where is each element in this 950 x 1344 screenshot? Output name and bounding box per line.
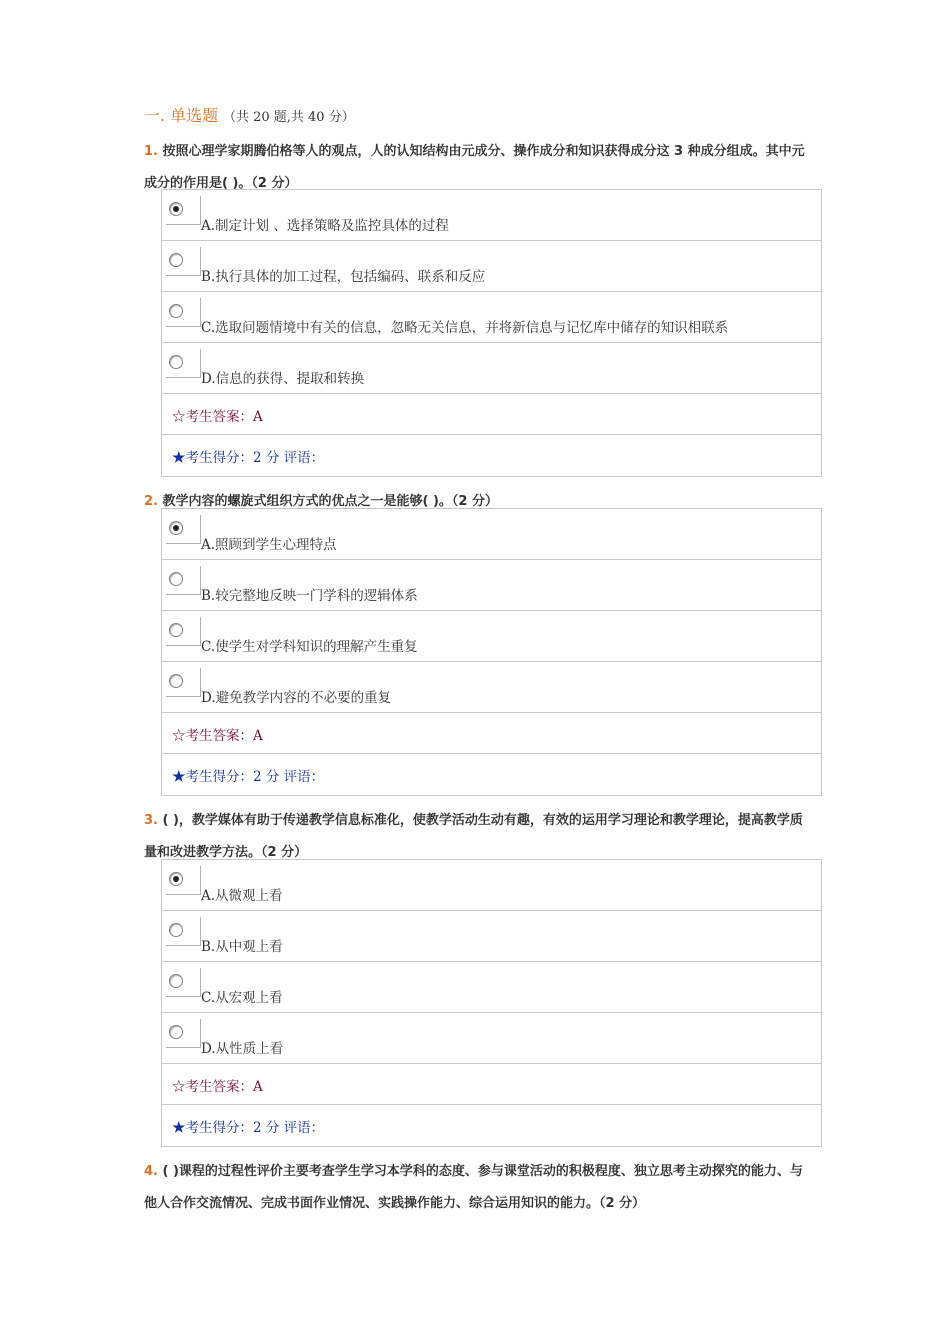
question-2-options bbox=[161, 508, 822, 796]
option-label: B.从中观上看 bbox=[201, 939, 283, 955]
radio-icon[interactable] bbox=[169, 355, 183, 369]
option-d[interactable] bbox=[162, 1013, 821, 1064]
radio-icon[interactable] bbox=[169, 974, 183, 988]
option-b[interactable] bbox=[162, 560, 821, 611]
radio-icon[interactable] bbox=[169, 923, 183, 937]
option-label: A.制定计划 、选择策略及监控具体的过程 bbox=[201, 218, 449, 234]
student-score: ★考生得分：2 分 评语： bbox=[172, 450, 325, 466]
radio-icon[interactable] bbox=[169, 304, 183, 318]
question-number: 2. bbox=[144, 494, 158, 509]
radio-icon[interactable] bbox=[169, 623, 183, 637]
option-c[interactable] bbox=[162, 611, 821, 662]
option-label: D.从性质上看 bbox=[201, 1041, 284, 1057]
option-b[interactable] bbox=[162, 911, 821, 962]
section-title: 一. 单选题 bbox=[144, 106, 219, 125]
option-b[interactable] bbox=[162, 241, 821, 292]
student-answer: ☆考生答案：A bbox=[162, 713, 821, 754]
student-answer: ☆考生答案：A bbox=[162, 394, 821, 435]
option-label: B.执行具体的加工过程，包括编码、联系和反应 bbox=[201, 269, 486, 285]
radio-checked-icon[interactable] bbox=[169, 872, 183, 886]
option-a[interactable] bbox=[162, 509, 821, 560]
option-d[interactable] bbox=[162, 343, 821, 394]
section-summary: （共 20 题,共 40 分） bbox=[222, 110, 355, 125]
option-c[interactable] bbox=[162, 962, 821, 1013]
question-3-options bbox=[161, 859, 822, 1147]
student-answer: ☆考生答案：A bbox=[162, 1064, 821, 1105]
question-stem: ( )课程的过程性评价主要考查学生学习本学科的态度、参与课堂活动的积极程度、独立思考主动探究的能力、与他人合作交流情况、完成书面作业情况、实践操作能力、综合运用知识的能力。（2 分） bbox=[144, 1164, 803, 1211]
question-stem: ( )，教学媒体有助于传递教学信息标准化，使教学活动生动有趣，有效的运用学习理论和教学理论，提高教学质量和改进教学方法。（2 分） bbox=[144, 813, 803, 860]
radio-icon[interactable] bbox=[169, 253, 183, 267]
question-number: 4. bbox=[144, 1164, 158, 1179]
option-label: A.从微观上看 bbox=[201, 888, 283, 904]
question-stem: 按照心理学家期腾伯格等人的观点，人的认知结构由元成分、操作成分和知识获得成分这 3 种成分组成。其中元成分的作用是( )。（2 分） bbox=[144, 144, 805, 191]
question-stem: 教学内容的螺旋式组织方式的优点之一是能够( )。（2 分） bbox=[162, 494, 498, 509]
radio-icon[interactable] bbox=[169, 1025, 183, 1039]
radio-icon[interactable] bbox=[169, 674, 183, 688]
option-a[interactable] bbox=[162, 860, 821, 911]
option-label: C.从宏观上看 bbox=[201, 990, 283, 1006]
question-1-options bbox=[161, 189, 822, 477]
option-label: D.信息的获得、提取和转换 bbox=[201, 371, 365, 387]
option-label: C.使学生对学科知识的理解产生重复 bbox=[201, 639, 418, 655]
student-score: ★考生得分：2 分 评语： bbox=[172, 1120, 325, 1136]
question-number: 1. bbox=[144, 144, 158, 159]
option-label: D.避免教学内容的不必要的重复 bbox=[201, 690, 392, 706]
option-label: C.选取问题情境中有关的信息，忽略无关信息，并将新信息与记忆库中储存的知识相联系 bbox=[201, 320, 729, 336]
option-d[interactable] bbox=[162, 662, 821, 713]
radio-checked-icon[interactable] bbox=[169, 202, 183, 216]
radio-checked-icon[interactable] bbox=[169, 521, 183, 535]
radio-icon[interactable] bbox=[169, 572, 183, 586]
student-score: ★考生得分：2 分 评语： bbox=[172, 769, 325, 785]
option-label: A.照顾到学生心理特点 bbox=[201, 537, 337, 553]
option-a[interactable] bbox=[162, 190, 821, 241]
option-c[interactable] bbox=[162, 292, 821, 343]
option-label: B.较完整地反映一门学科的逻辑体系 bbox=[201, 588, 418, 604]
section-header bbox=[144, 103, 355, 126]
question-number: 3. bbox=[144, 813, 158, 828]
question-4-text bbox=[144, 1156, 814, 1220]
